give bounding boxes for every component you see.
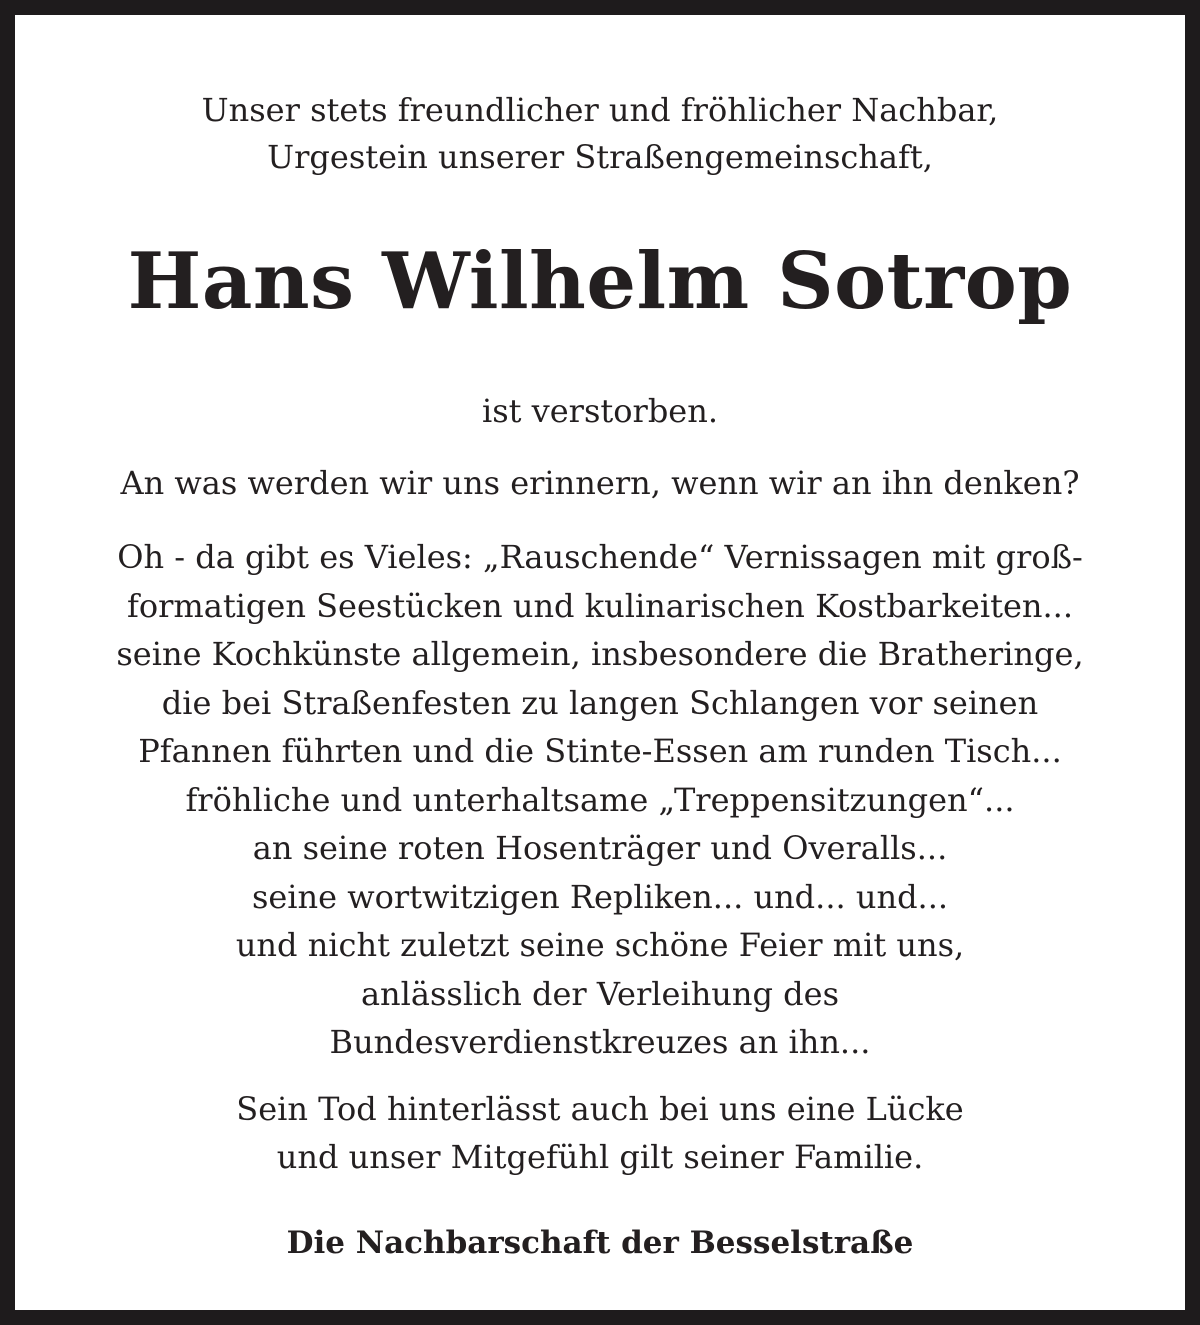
memory-line: fröhliche und unterhaltsame „Treppensitzungen“... [185,780,1015,819]
memory-line: und nicht zuletzt seine schöne Feier mit uns, [235,926,965,964]
memory-line: seine wortwitzigen Repliken... und... und... [251,877,949,916]
memory-line: Pfannen führten und die Stinte-Essen am runden Tisch... [138,732,1062,770]
remembrance-question: An was werden wir uns erinnern, wenn wir an ihn denken? [120,464,1080,502]
closing-line: und unser Mitgefühl gilt seiner Familie. [276,1138,924,1176]
intro-line: Unser stets freundlicher und fröhlicher Nachbar, [201,91,999,129]
signature: Die Nachbarschaft der Besselstraße [286,1225,914,1261]
intro-line: Urgestein unserer Straßengemeinschaft, [267,138,933,176]
memory-line: seine Kochkünste allgemein, insbesondere die Bratheringe, [116,635,1084,673]
memory-line: Bundesverdienstkreuzes an ihn... [329,1023,871,1061]
deceased-name: Hans Wilhelm Sotrop [127,236,1073,327]
memory-line: formatigen Seestücken und kulinarischen Kostbarkeiten... [126,586,1073,625]
died-statement: ist verstorben. [481,392,719,430]
intro-text [55,87,1145,181]
memories-text [45,533,1155,1067]
memory-line: an seine roten Hosenträger und Overalls... [252,829,948,867]
memory-line: anlässlich der Verleihung des [360,974,840,1013]
closing-line: Sein Tod hinterlässt auch bei uns eine Lücke [236,1090,964,1128]
memory-line: Oh - da gibt es Vieles: „Rauschende“ Vernissagen mit groß- [117,538,1083,576]
closing-text [55,1085,1145,1181]
memory-line: die bei Straßenfesten zu langen Schlangen vor seinen [161,683,1039,722]
